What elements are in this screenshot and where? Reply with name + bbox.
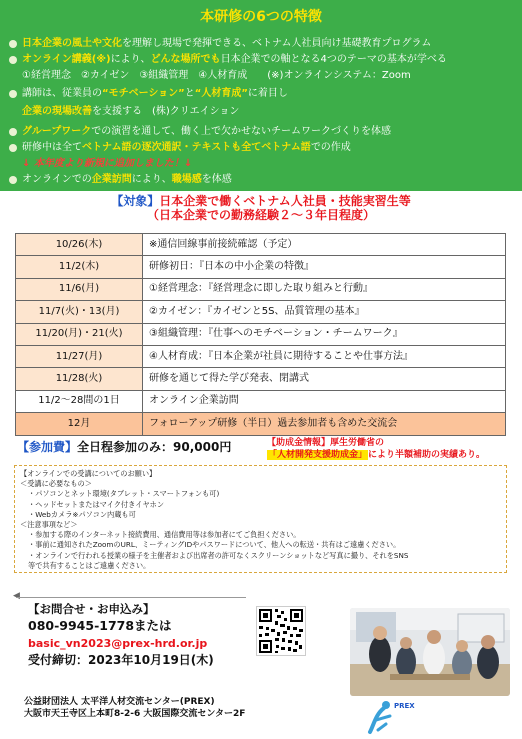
arrow-icon: ◀ xyxy=(13,591,20,601)
grant-line1: 【助成金情報】厚生労働省の xyxy=(267,438,385,448)
notes-item: ・オンラインで行われる授業の様子を主催者および出席者の許可なくスクリーンショットなど写真に撮り、それをSNS xyxy=(28,550,409,560)
schedule-date: 11/2(木) xyxy=(16,256,143,278)
feature-highlight: “モチベーション” xyxy=(102,88,185,99)
bullet-dot-icon xyxy=(9,144,17,152)
features-title: 本研修の6つの特徴 xyxy=(200,9,322,25)
organization-info xyxy=(24,696,245,720)
feature-item xyxy=(0,140,522,156)
grant-line2: により半額補助の実績あり。 xyxy=(368,450,486,460)
logo-text: PREX xyxy=(394,702,415,710)
bullet-dot-icon xyxy=(9,90,17,98)
target-line2: （日本企業での勤務経験２～３年目程度） xyxy=(146,208,375,222)
schedule-row xyxy=(16,234,506,256)
feature-highlight: ベトナム語の逐次通訳・テキストも全てベトナム語 xyxy=(82,142,311,153)
participation-fee xyxy=(17,438,231,455)
feature-text: に着目し xyxy=(247,88,288,99)
schedule-date: 11/2～28間の1日 xyxy=(16,390,143,412)
schedule-row xyxy=(16,368,506,390)
feature-highlight: 企業の現場改善 xyxy=(22,106,92,117)
schedule-date: 11/28(火) xyxy=(16,368,143,390)
schedule-row xyxy=(16,390,506,412)
contact-block xyxy=(28,602,214,669)
schedule-date: 10/26(木) xyxy=(16,234,143,256)
feature-text: 研修中は全て xyxy=(22,142,82,153)
feature-subitem xyxy=(0,104,522,120)
feature-item xyxy=(0,124,522,140)
fee-label: 【参加費】 xyxy=(17,440,78,454)
notes-item: ・ヘッドセットまたはマイク付きイヤホン xyxy=(28,499,165,509)
feature-text: を体感 xyxy=(201,174,232,185)
notes-subheading: ＜受講に必要なもの＞ xyxy=(20,479,92,489)
feature-text: と xyxy=(184,88,195,99)
schedule-content: ※通信回線事前接続確認（予定） xyxy=(143,234,506,256)
schedule-content: 研修を通じて得た学び発表、閉講式 xyxy=(143,368,506,390)
schedule-row xyxy=(16,301,506,323)
feature-text: を理解し現場で発揮できる、ベトナム人社員向け基礎教育プログラム xyxy=(122,38,432,49)
schedule-date: 11/27(月) xyxy=(16,345,143,367)
schedule-content: ②カイゼン：『カイゼンと5S、品質管理の基本』 xyxy=(143,301,506,323)
notes-item: ・事前に通知されたZoomのURL、ミーティングIDやパスワードについて、他人への転送・共有はご遠慮ください。 xyxy=(28,540,401,550)
schedule-row xyxy=(16,256,506,278)
bullet-dot-icon xyxy=(9,56,17,64)
features-panel xyxy=(0,0,522,191)
bullet-dot-icon xyxy=(9,40,17,48)
feature-text: を支援する (株)クリエイション xyxy=(92,106,240,117)
application-deadline: 受付締切：2023年10月19日(木) xyxy=(28,653,214,667)
schedule-content: ①経営理念：『経営理念に即した取り組みと行動』 xyxy=(143,278,506,300)
organization-name: 公益財団法人 太平洋人材交流センター(PREX) xyxy=(24,697,215,707)
feature-subitem xyxy=(0,68,522,84)
feature-text: 講師は、従業員の xyxy=(22,88,102,99)
training-photo xyxy=(350,608,510,696)
feature-text: での作成 xyxy=(310,142,351,153)
notes-heading: 【オンラインでの受講についてのお願い】 xyxy=(20,469,157,478)
feature-item xyxy=(0,52,522,68)
feature-text: により、 xyxy=(131,174,172,185)
schedule-content: 研修初日：『日本の中小企業の特徴』 xyxy=(143,256,506,278)
feature-item xyxy=(0,86,522,102)
notes-item: 等で共有することはご遠慮ください。 xyxy=(28,560,151,570)
feature-text: 日本企業での軸となる4つのテーマの基本が学べる xyxy=(220,54,447,65)
notes-subheading: ＜注意事項など＞ xyxy=(20,520,78,530)
feature-highlight: 企業訪問 xyxy=(91,174,132,185)
schedule-row xyxy=(16,323,506,345)
feature-item xyxy=(0,172,522,188)
online-notes-box xyxy=(14,465,507,573)
schedule-row xyxy=(16,278,506,300)
divider xyxy=(16,597,246,598)
organization-address: 大阪市天王寺区上本町8-2-6 大阪国際交流センター2F xyxy=(24,709,246,719)
qr-code-icon[interactable] xyxy=(256,606,306,656)
feature-themes: ①経営理念 ②カイゼン ③組織管理 ④人材育成 (※)オンラインシステム：Zoom xyxy=(22,70,411,81)
schedule-date: 12月 xyxy=(16,413,143,435)
feature-highlight: 職場感 xyxy=(171,174,202,185)
schedule-content: ③組織管理：『仕事へのモチベーション・チームワーク』 xyxy=(143,323,506,345)
schedule-date: 11/20(月)・21(火) xyxy=(16,323,143,345)
fee-amount: 全日程参加のみ：90,000円 xyxy=(77,440,232,454)
new-addition-notice: ↓ 本年度より新規に追加しました！↓ xyxy=(22,158,193,169)
notes-item: ・参加する際のインターネット接続費用、通信費用等は参加者にてご負担ください。 xyxy=(28,530,301,540)
feature-item xyxy=(0,36,522,52)
schedule-content: ④人材育成：『日本企業が社員に期待することや仕事方法』 xyxy=(143,345,506,367)
contact-title: 【お問合せ・お申込み】 xyxy=(28,602,155,616)
contact-phone[interactable]: 080-9945-1778または xyxy=(28,618,172,633)
feature-highlight: “人材育成” xyxy=(194,88,248,99)
feature-highlight: グループワーク xyxy=(22,126,92,137)
feature-text: での演習を通して、働く上で欠かせないチームワークづくりを体感 xyxy=(91,126,392,137)
bullet-dot-icon xyxy=(9,176,17,184)
grant-info xyxy=(267,437,485,461)
target-tag: 【対象】 xyxy=(111,194,160,208)
feature-highlight: オンライン講義(※) xyxy=(22,54,111,65)
schedule-table xyxy=(15,233,506,436)
schedule-date: 11/6(月) xyxy=(16,278,143,300)
notes-item: ・パソコンとネット環境(タブレット・スマートフォンも可) xyxy=(28,489,220,499)
schedule-date: 11/7(火)・13(月) xyxy=(16,301,143,323)
schedule-row-followup xyxy=(16,413,506,435)
feature-highlight: どんな場所でも xyxy=(150,54,221,65)
grant-name: 「人材開発支援助成金」 xyxy=(268,450,368,460)
bullet-dot-icon xyxy=(9,128,17,136)
target-line1: 日本企業で働くベトナム人社員・技能実習生等 xyxy=(159,194,411,208)
notes-item: ・Webカメラ※パソコン内蔵も可 xyxy=(28,509,136,519)
feature-text: により、 xyxy=(110,54,151,65)
feature-new-notice xyxy=(0,156,522,172)
contact-email-link[interactable]: basic_vn2023@prex-hrd.or.jp xyxy=(28,637,208,650)
schedule-content: フォローアップ研修（半日）過去参加者も含めた交流会 xyxy=(143,413,506,435)
prex-logo xyxy=(364,698,424,736)
feature-highlight: 日本企業の風土や文化 xyxy=(22,38,122,49)
schedule-row xyxy=(16,345,506,367)
schedule-content: オンライン企業訪問 xyxy=(143,390,506,412)
target-audience xyxy=(0,194,522,223)
feature-text: オンラインでの xyxy=(22,174,92,185)
